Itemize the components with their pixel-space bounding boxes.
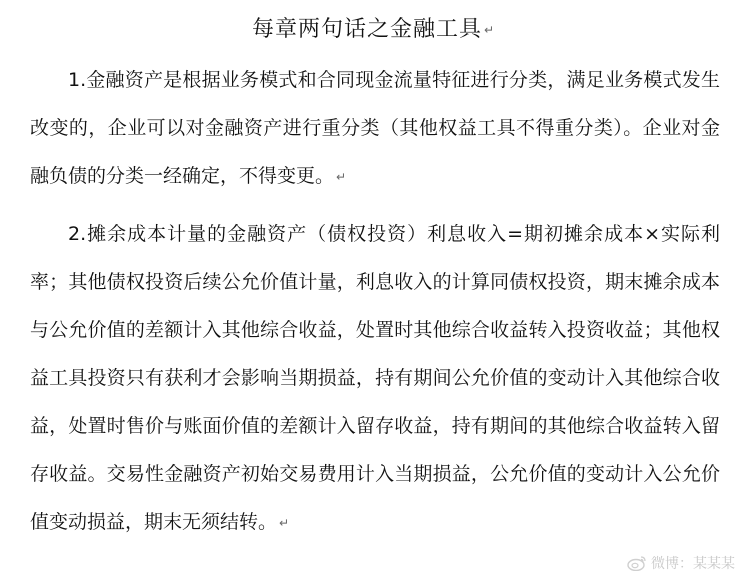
title-text: 每章两句话之金融工具 <box>251 17 482 42</box>
paragraph-2-text: 2.摊余成本计量的金融资产（债权投资）利息收入=期初摊余成本×实际利率；其他债权投资后续公允价值计量，利息收入的计算同债权投资，期末摊余成本与公允价值的差额计入其他综合收益，处置时其他综合收益转入投资收益；其他权益工具投资只有获利才会影响当期损益，持有期间公允价值的变动计入其他综合收益，处置时售价与账面价值的差额计入留存收益，持有期间的其他综合收益转入留存收益。交易性金融资产初始交易费用计入当期损益，公允价值的变动计入公允价值变动损益，期末无须结转。 <box>30 223 720 533</box>
paragraph-mark-icon: ↵ <box>336 169 347 184</box>
paragraph-2 <box>30 210 720 547</box>
document-title <box>0 16 747 44</box>
weibo-icon <box>627 555 647 571</box>
paragraph-1 <box>30 56 720 201</box>
watermark-text: 微博：某某某 <box>651 556 735 572</box>
paragraph-mark-icon: ↵ <box>279 515 290 530</box>
watermark <box>627 553 735 573</box>
paragraph-1-text: 1.金融资产是根据业务模式和合同现金流量特征进行分类，满足业务模式发生改变的，企业可以对金融资产进行重分类（其他权益工具不得重分类）。企业对金融负债的分类一经确定，不得变更。 <box>30 69 720 187</box>
paragraph-mark-icon: ↵ <box>483 23 496 37</box>
